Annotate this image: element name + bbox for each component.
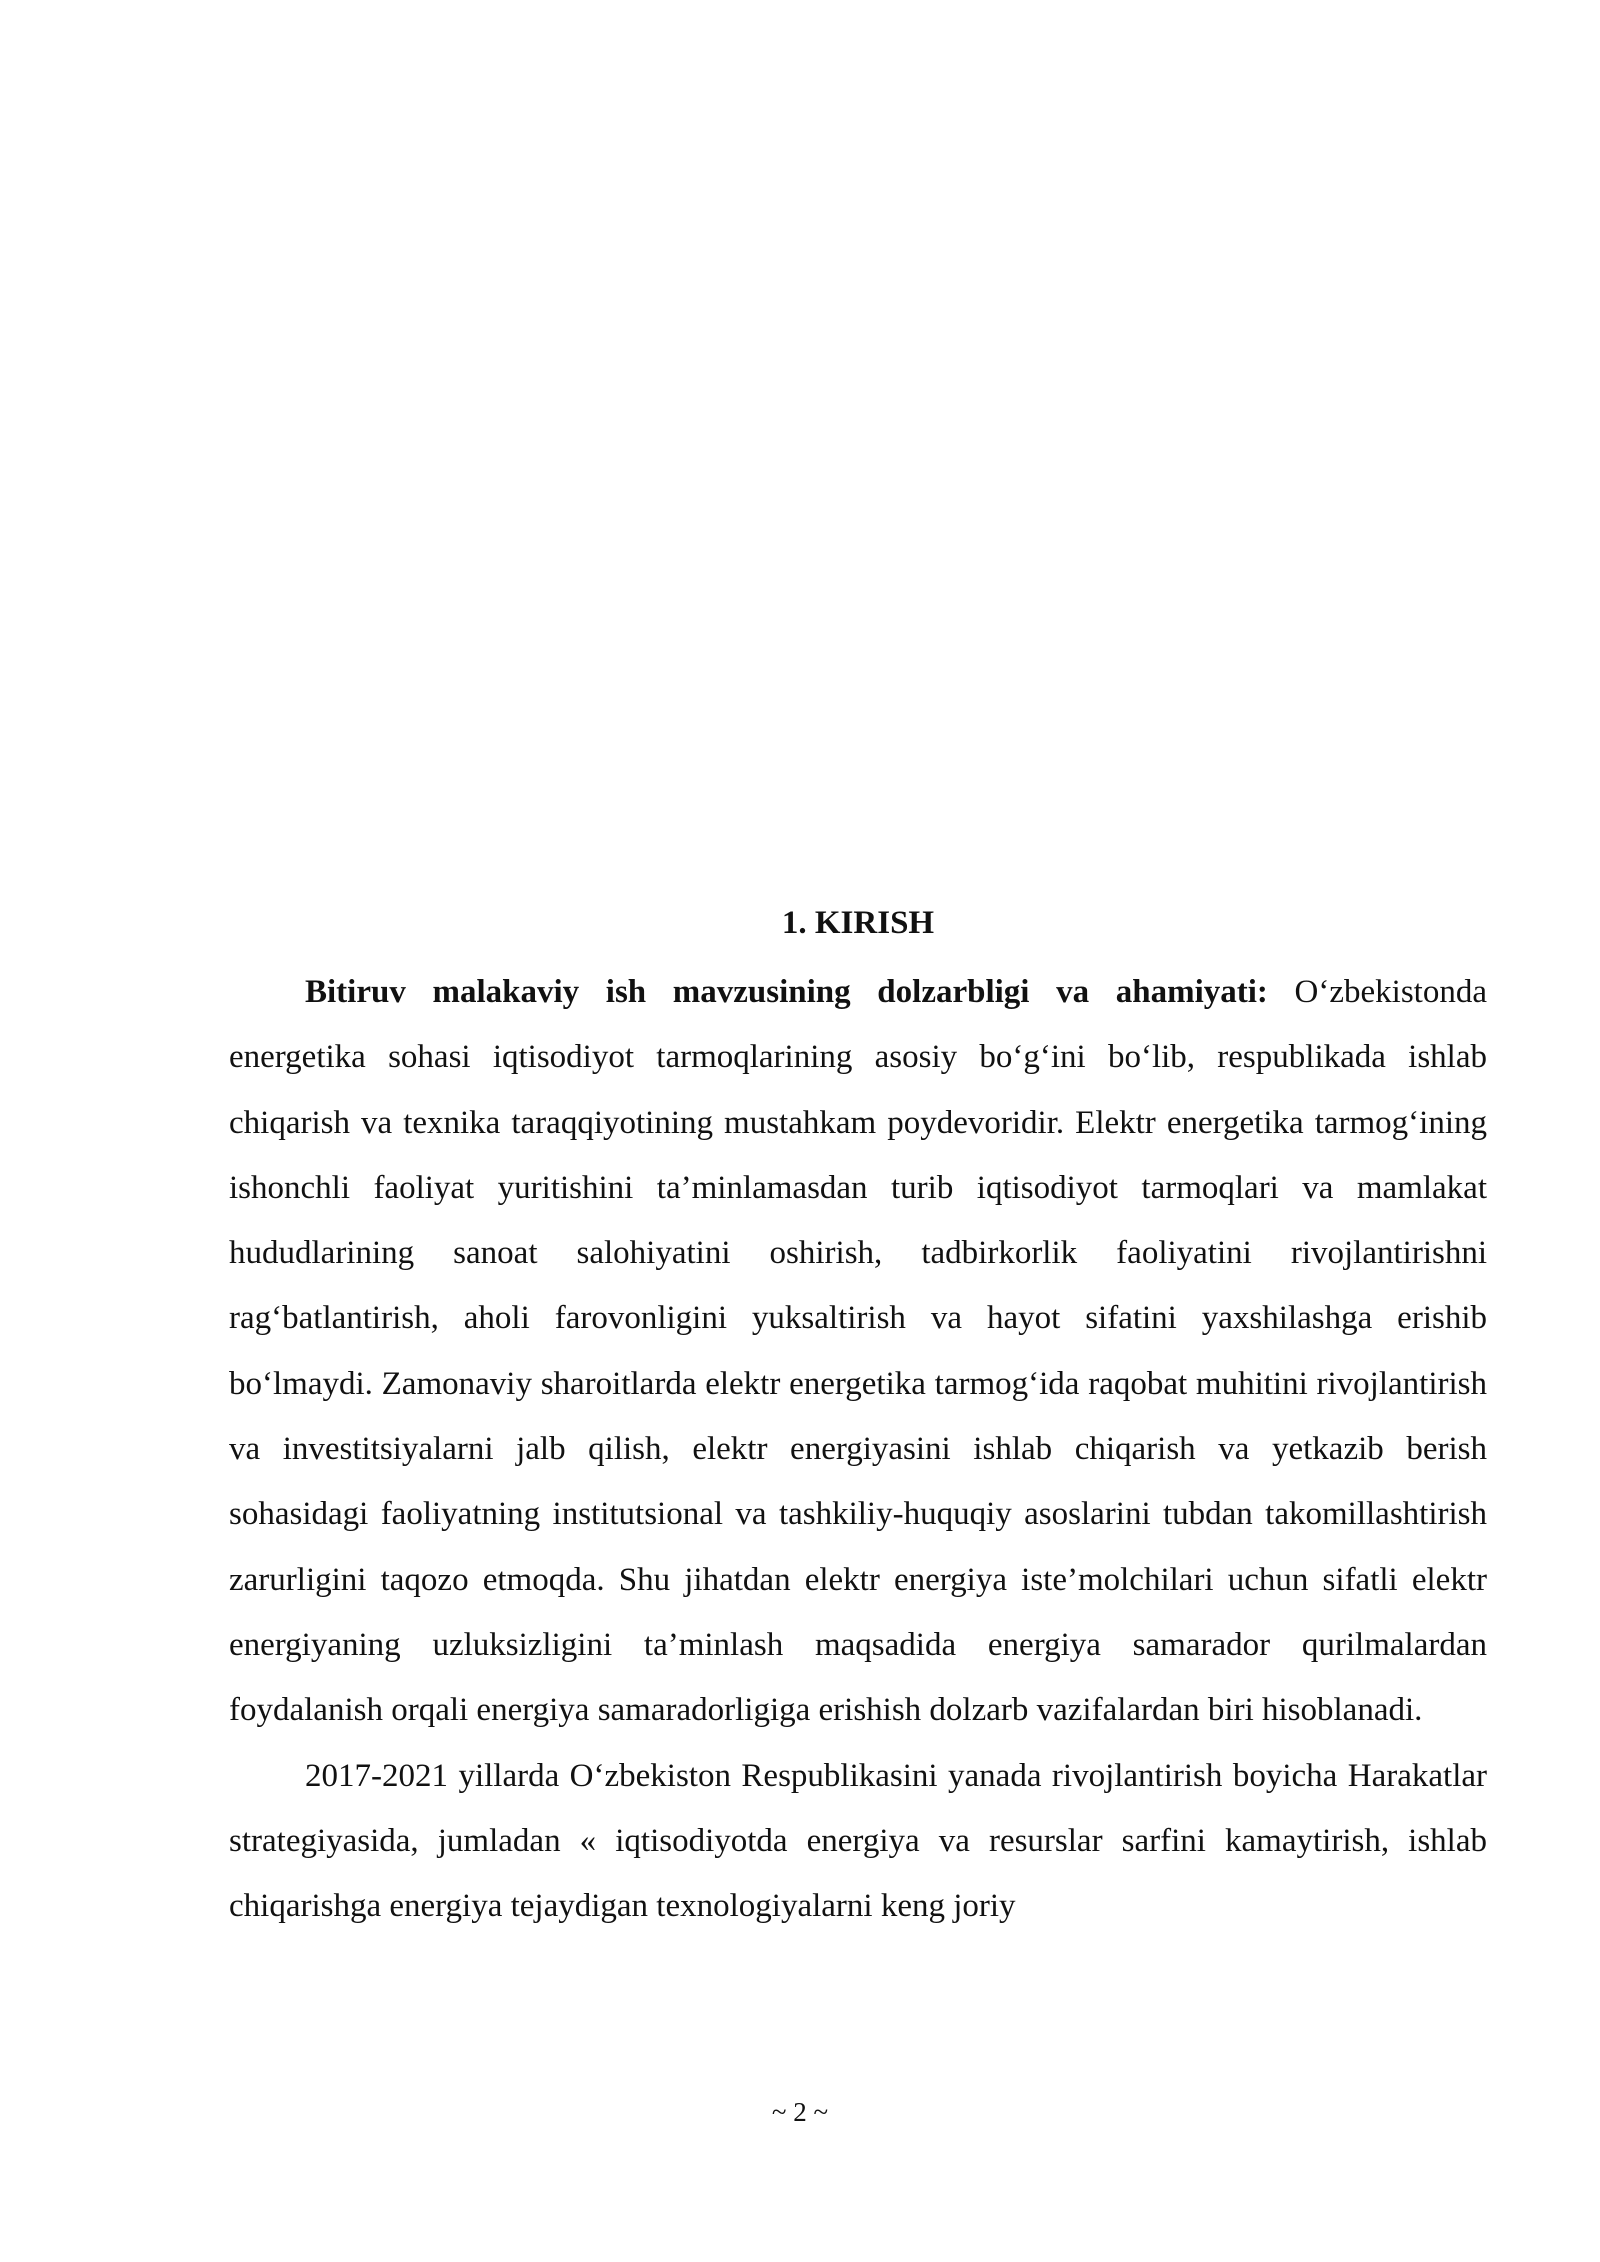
page-number: ~ 2 ~ (771, 2097, 829, 2127)
paragraph-text: O‘zbekistonda energetika sohasi iqtisodiyot tarmoqlarining asosiy bo‘g‘ini bo‘lib, respublikada ishlab chiqarish va texnika taraqqiyotining mustahkam poydevoridir. Elektr energetika tarmog‘ining ishonchli faoliyat yuritishini ta’minlamasdan turib iqtisodiyot tarmoqlari va mamlakat hududlarining sanoat salohiyatini oshirish, tadbirkorlik faoliyatini rivojlantirishni rag‘batlantirish, aholi farovonligini yuksaltirish va hayot sifatini yaxshilashga erishib bo‘lmaydi. Zamonaviy sharoitlarda elektr energetika tarmog‘ida raqobat muhitini rivojlantirish va investitsiyalarni jalb qilish, elektr energiyasini ishlab chiqarish va yetkazib berish sohasidagi faoliyatning institutsional va tashkiliy-huquqiy asoslarini tubdan takomillashtirish zarurligini taqozo etmoqda. Shu jihatdan elektr energiya iste’molchilari uchun sifatli elektr energiyaning uzluksizligini ta’minlash maqsadida energiya samarador qurilmalardan foydalanish orqali energiya samaradorligiga erishish dolzarb vazifalardan biri hisoblanadi. (229, 974, 1487, 1729)
page-content (229, 895, 1487, 1939)
paragraph-text: 2017-2021 yillarda O‘zbekiston Respublikasini yanada rivojlantirish boyicha Harakatlar strategiyasida, jumladan « iqtisodiyotda energiya va resurslar sarfini kamaytirish, ishlab chiqarishga energiya tejaydigan texnologiyalarni keng joriy (229, 1757, 1487, 1925)
paragraph-strategy (229, 1744, 1487, 1940)
paragraph-lead: Bitiruv malakaviy ish mavzusining dolzarbligi va ahamiyati: (305, 974, 1268, 1010)
section-heading: 1. KIRISH (781, 905, 935, 941)
paragraph-relevance (229, 960, 1487, 1744)
